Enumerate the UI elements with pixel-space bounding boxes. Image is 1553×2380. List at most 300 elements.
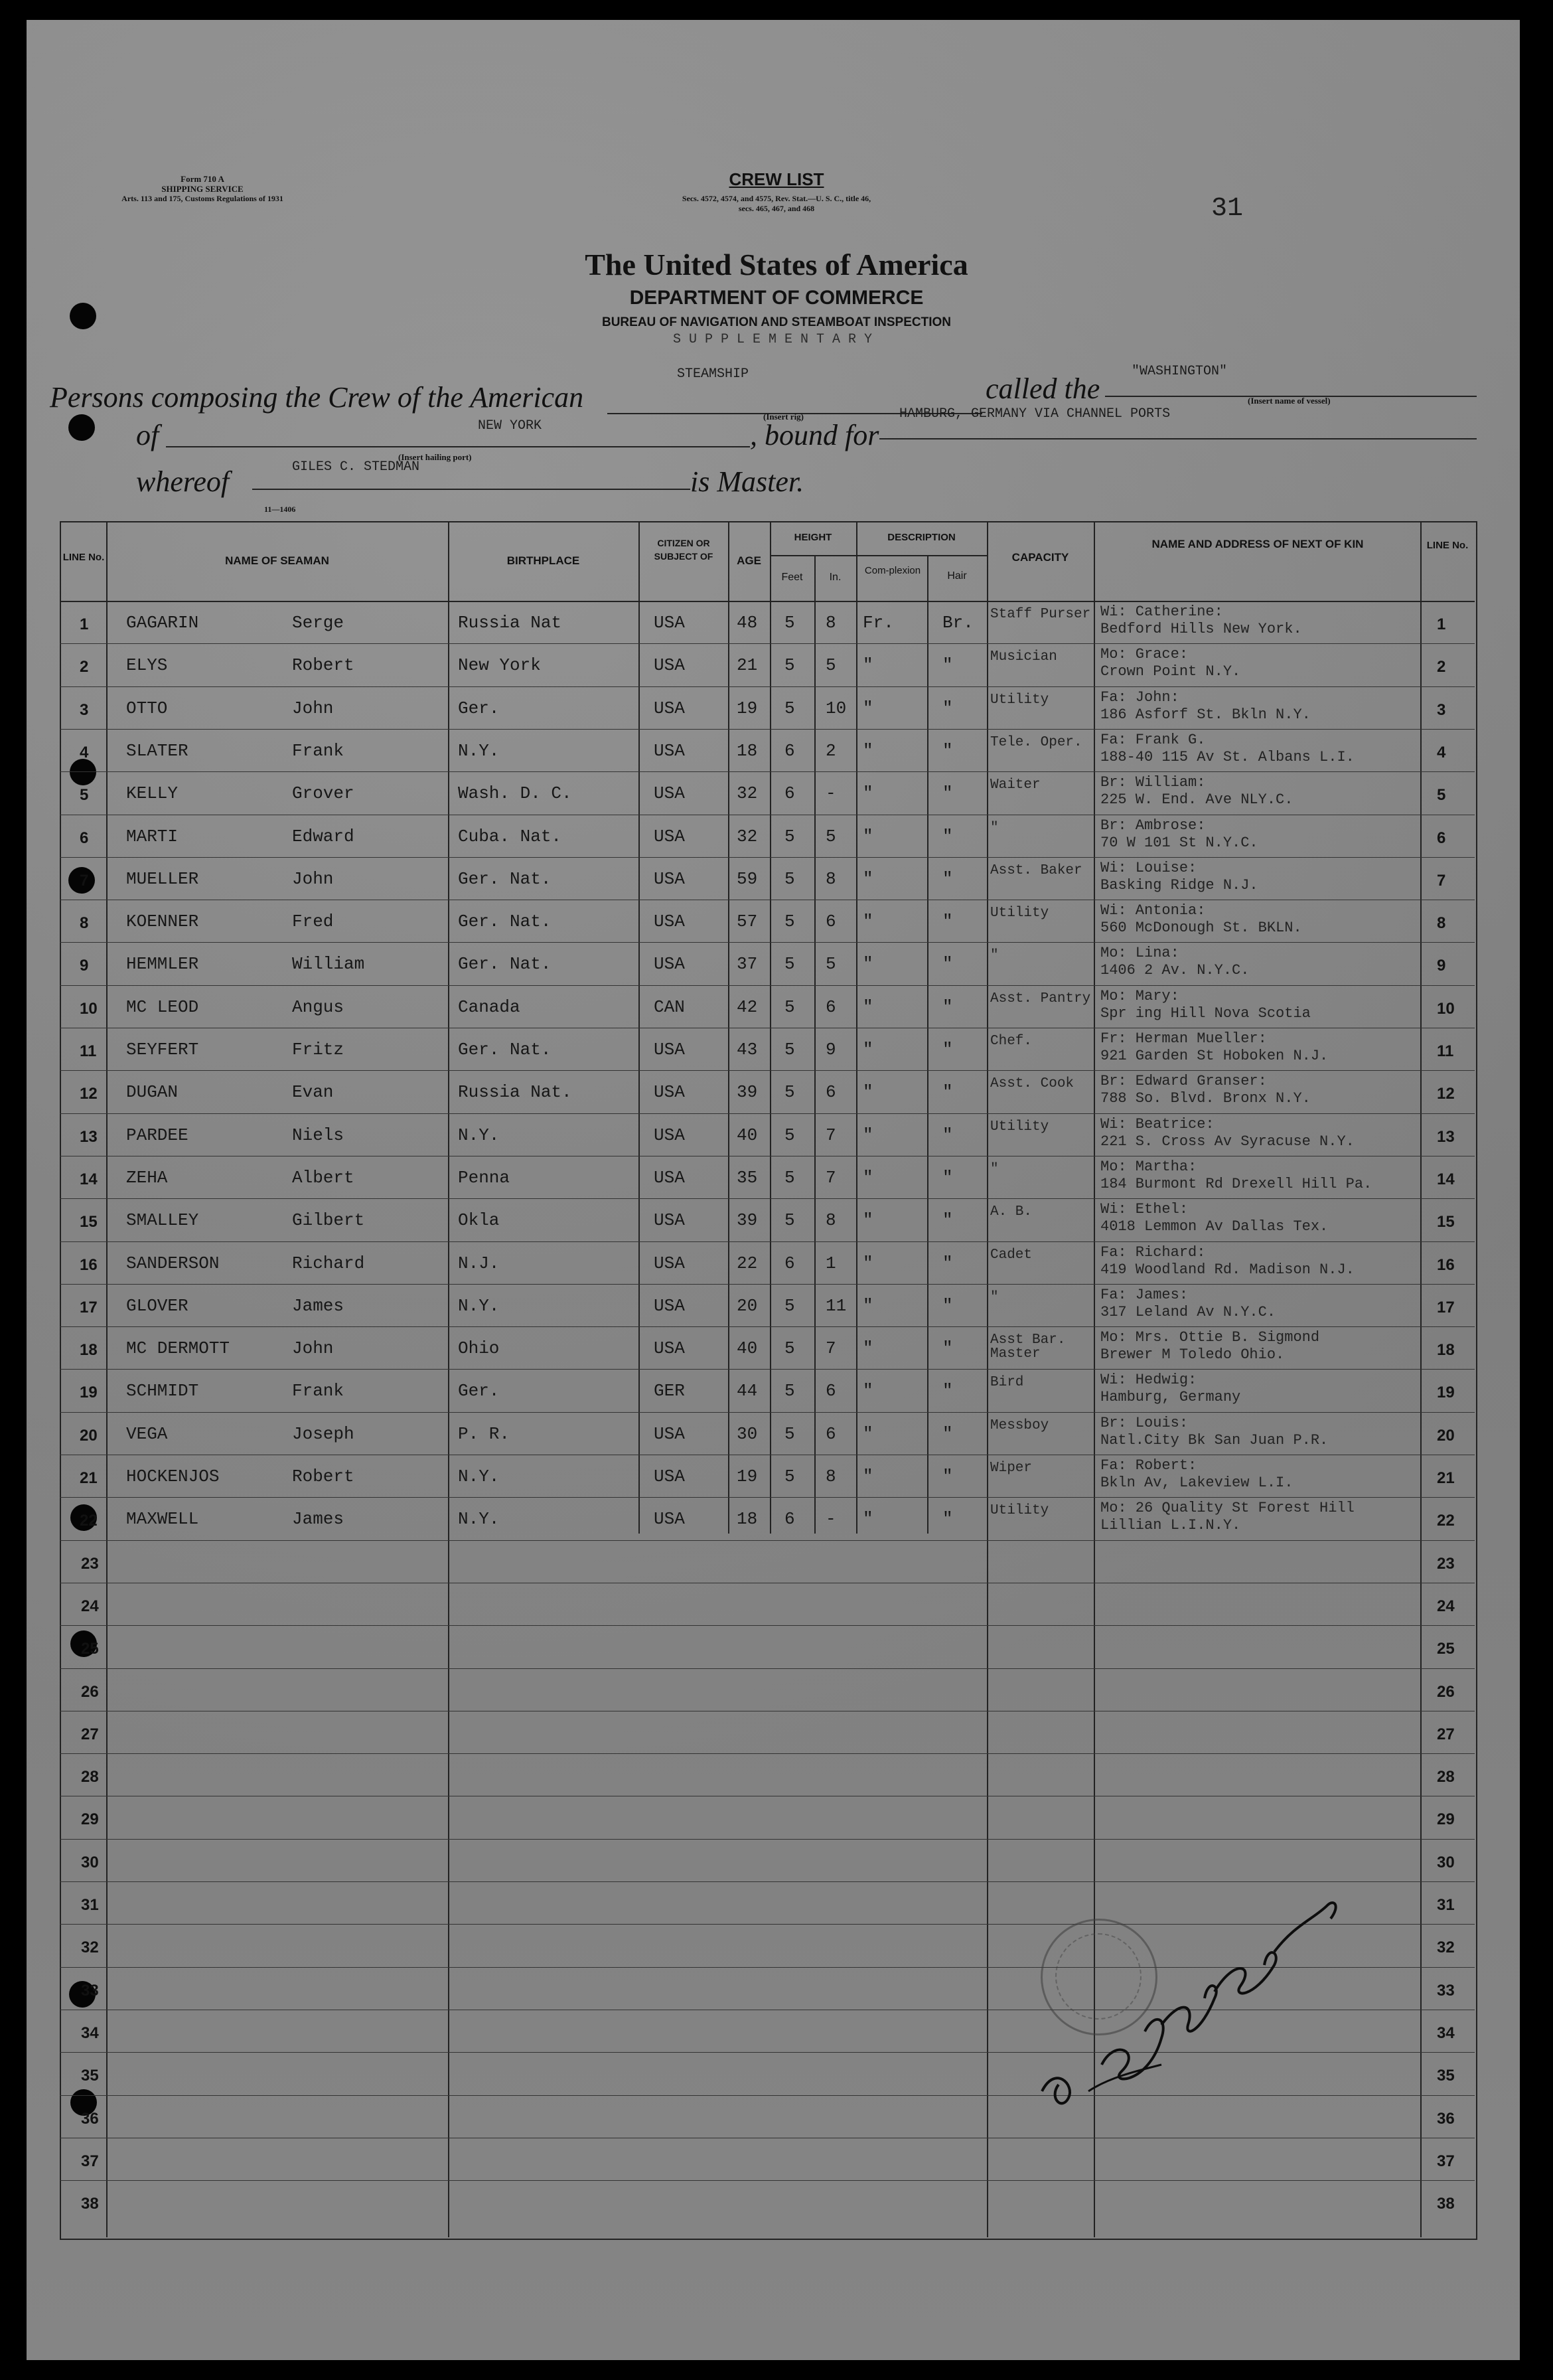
next-of-kin-address: 317 Leland Av N.Y.C. bbox=[1100, 1304, 1276, 1320]
citizenship: USA bbox=[654, 1467, 685, 1486]
handwritten-signature bbox=[1029, 1865, 1361, 2131]
hair: " bbox=[942, 783, 953, 803]
line-number-right: 20 bbox=[1437, 1427, 1455, 1445]
capacity: A. B. bbox=[990, 1204, 1033, 1220]
line-number-left: 15 bbox=[80, 1213, 98, 1231]
col-citizen: CITIZEN OR SUBJECT OF bbox=[654, 538, 713, 562]
complexion: " bbox=[863, 1424, 873, 1444]
height-inches: 6 bbox=[826, 997, 836, 1017]
capacity: Staff Purser bbox=[990, 607, 1091, 622]
seaman-surname: ELYS bbox=[126, 655, 168, 675]
row-divider bbox=[60, 1369, 1475, 1370]
line-number-left: 12 bbox=[80, 1085, 98, 1103]
complexion: " bbox=[863, 869, 873, 889]
col-divider bbox=[814, 555, 816, 1534]
birthplace: Ger. Nat. bbox=[458, 912, 552, 931]
next-of-kin-name: Mo: Grace: bbox=[1100, 646, 1189, 663]
citizenship: USA bbox=[654, 1125, 685, 1145]
vessel-hint: (Insert name of vessel) bbox=[1248, 396, 1331, 406]
line-number-right: 5 bbox=[1437, 786, 1446, 804]
seaman-surname: GAGARIN bbox=[126, 613, 199, 633]
seaman-surname: KOENNER bbox=[126, 912, 199, 931]
seaman-given-name: Albert bbox=[292, 1168, 354, 1188]
line-number-left: 27 bbox=[81, 1725, 99, 1743]
next-of-kin-name: Wi: Beatrice: bbox=[1100, 1116, 1215, 1133]
hair: " bbox=[942, 1082, 953, 1102]
capacity: Asst Bar. Master bbox=[990, 1332, 1066, 1362]
line-number-right: 15 bbox=[1437, 1213, 1455, 1231]
height-feet: 5 bbox=[784, 912, 795, 931]
line-number-left: 19 bbox=[80, 1384, 98, 1401]
col-age: AGE bbox=[737, 554, 761, 567]
height-inches: 10 bbox=[826, 698, 847, 718]
seaman-given-name: Niels bbox=[292, 1125, 344, 1145]
next-of-kin-address: Basking Ridge N.J. bbox=[1100, 877, 1258, 894]
next-of-kin-name: Mo: Mrs. Ottie B. Sigmond bbox=[1100, 1329, 1320, 1346]
birthplace: Russia Nat bbox=[458, 613, 562, 633]
line-number-left: 1 bbox=[80, 615, 89, 633]
seaman-surname: SCHMIDT bbox=[126, 1381, 199, 1401]
hair: " bbox=[942, 954, 953, 974]
seaman-given-name: Frank bbox=[292, 741, 344, 761]
citizenship: USA bbox=[654, 1168, 685, 1188]
capacity: Cadet bbox=[990, 1247, 1033, 1263]
line-number-left: 34 bbox=[81, 2024, 99, 2042]
height-inches: - bbox=[826, 783, 836, 803]
line-number-right: 35 bbox=[1437, 2067, 1455, 2085]
rig-hint: (Insert rig) bbox=[763, 412, 804, 422]
line-number-right: 27 bbox=[1437, 1725, 1455, 1743]
height-feet: 5 bbox=[784, 1210, 795, 1230]
next-of-kin-address: 221 S. Cross Av Syracuse N.Y. bbox=[1100, 1133, 1355, 1150]
header-divider bbox=[770, 555, 987, 556]
height-feet: 5 bbox=[784, 954, 795, 974]
age: 42 bbox=[737, 997, 758, 1017]
next-of-kin-address: 188-40 115 Av St. Albans L.I. bbox=[1100, 749, 1355, 765]
hair: " bbox=[942, 1509, 953, 1529]
form-service: SHIPPING SERVICE bbox=[161, 184, 244, 194]
hair: " bbox=[942, 1168, 953, 1188]
line-number-right: 14 bbox=[1437, 1170, 1455, 1188]
line-number-left: 35 bbox=[81, 2067, 99, 2085]
birthplace: Cuba. Nat. bbox=[458, 827, 562, 846]
height-feet: 6 bbox=[784, 783, 795, 803]
height-inches: 7 bbox=[826, 1338, 836, 1358]
hair: " bbox=[942, 1210, 953, 1230]
age: 18 bbox=[737, 741, 758, 761]
citizenship: USA bbox=[654, 1210, 685, 1230]
height-feet: 5 bbox=[784, 1082, 795, 1102]
vessel-rig: STEAMSHIP bbox=[677, 366, 749, 382]
birthplace: Canada bbox=[458, 997, 520, 1017]
age: 44 bbox=[737, 1381, 758, 1401]
seaman-given-name: Angus bbox=[292, 997, 344, 1017]
capacity: " bbox=[990, 821, 999, 836]
height-feet: 6 bbox=[784, 741, 795, 761]
line-number-left: 14 bbox=[80, 1170, 98, 1188]
complexion: " bbox=[863, 1210, 873, 1230]
birthplace: Ger. Nat. bbox=[458, 954, 552, 974]
height-feet: 5 bbox=[784, 1338, 795, 1358]
birthplace: N.Y. bbox=[458, 741, 500, 761]
agency-title: The United States of America bbox=[585, 248, 968, 281]
row-divider bbox=[60, 1497, 1475, 1498]
col-description: DESCRIPTION bbox=[887, 532, 956, 543]
birthplace: Ger. bbox=[458, 698, 500, 718]
next-of-kin-name: Wi: Antonia: bbox=[1100, 902, 1206, 919]
height-feet: 6 bbox=[784, 1509, 795, 1529]
capacity: Messboy bbox=[990, 1418, 1049, 1433]
complexion: " bbox=[863, 783, 873, 803]
line-number-right: 36 bbox=[1437, 2110, 1455, 2128]
citizenship: USA bbox=[654, 912, 685, 931]
line-number-right: 19 bbox=[1437, 1384, 1455, 1401]
row-divider bbox=[60, 1241, 1475, 1242]
citizenship: USA bbox=[654, 1509, 685, 1529]
capacity: Utility bbox=[990, 1503, 1049, 1518]
next-of-kin-address: Brewer M Toledo Ohio. bbox=[1100, 1346, 1285, 1363]
seaman-surname: SLATER bbox=[126, 741, 188, 761]
capacity: Utility bbox=[990, 1119, 1049, 1135]
row-divider bbox=[60, 942, 1475, 943]
height-inches: 5 bbox=[826, 954, 836, 974]
citizenship: USA bbox=[654, 827, 685, 846]
destination: HAMBURG, GERMANY VIA CHANNEL PORTS bbox=[899, 406, 1171, 422]
line-number-left: 24 bbox=[81, 1597, 99, 1615]
next-of-kin-address: 788 So. Blvd. Bronx N.Y. bbox=[1100, 1090, 1311, 1107]
row-divider bbox=[60, 1625, 1475, 1626]
hair: " bbox=[942, 1381, 953, 1401]
capacity: Utility bbox=[990, 906, 1049, 921]
of-label: of bbox=[136, 419, 159, 451]
col-divider bbox=[448, 521, 449, 2237]
birthplace: Wash. D. C. bbox=[458, 783, 572, 803]
height-feet: 5 bbox=[784, 1296, 795, 1316]
height-feet: 5 bbox=[784, 1467, 795, 1486]
next-of-kin-address: Bedford Hills New York. bbox=[1100, 621, 1302, 637]
col-kin: NAME AND ADDRESS OF NEXT OF KIN bbox=[1151, 538, 1364, 550]
line-number-right: 37 bbox=[1437, 2152, 1455, 2170]
next-of-kin-address: 225 W. End. Ave NLY.C. bbox=[1100, 791, 1294, 808]
line-number-left: 26 bbox=[81, 1683, 99, 1701]
seaman-surname: SMALLEY bbox=[126, 1210, 199, 1230]
next-of-kin-address: Bkln Av, Lakeview L.I. bbox=[1100, 1474, 1294, 1491]
capacity: Bird bbox=[990, 1375, 1024, 1390]
line-number-left: 18 bbox=[80, 1341, 98, 1359]
height-inches: 7 bbox=[826, 1125, 836, 1145]
line-number-left: 33 bbox=[81, 1982, 99, 2000]
complexion: " bbox=[863, 1082, 873, 1102]
col-divider bbox=[106, 521, 108, 2237]
hair: " bbox=[942, 1424, 953, 1444]
bureau-title: BUREAU OF NAVIGATION AND STEAMBOAT INSPECTION bbox=[601, 315, 952, 329]
height-inches: - bbox=[826, 1509, 836, 1529]
capacity: Asst. Cook bbox=[990, 1076, 1074, 1091]
col-inches: In. bbox=[829, 572, 842, 583]
birthplace: Penna bbox=[458, 1168, 510, 1188]
row-divider bbox=[60, 1284, 1475, 1285]
hailing-port: NEW YORK bbox=[478, 418, 542, 434]
capacity: " bbox=[990, 948, 999, 963]
seaman-surname: HEMMLER bbox=[126, 954, 199, 974]
next-of-kin-address: Natl.City Bk San Juan P.R. bbox=[1100, 1432, 1329, 1449]
complexion: " bbox=[863, 997, 873, 1017]
port-hint: (Insert hailing port) bbox=[398, 452, 472, 462]
line-number-left: 23 bbox=[81, 1555, 99, 1573]
line-number-right: 2 bbox=[1437, 658, 1446, 676]
next-of-kin-name: Mo: Martha: bbox=[1100, 1158, 1197, 1175]
complexion: " bbox=[863, 741, 873, 761]
next-of-kin-name: Mo: Lina: bbox=[1100, 945, 1179, 961]
col-name: NAME OF SEAMAN bbox=[225, 554, 329, 567]
line-number-right: 22 bbox=[1437, 1512, 1455, 1530]
height-feet: 5 bbox=[784, 1168, 795, 1188]
capacity: Asst. Baker bbox=[990, 863, 1082, 878]
seaman-given-name: Serge bbox=[292, 613, 344, 633]
seaman-surname: MAXWELL bbox=[126, 1509, 199, 1529]
age: 30 bbox=[737, 1424, 758, 1444]
seaman-given-name: John bbox=[292, 698, 334, 718]
height-inches: 6 bbox=[826, 912, 836, 931]
seaman-surname: MARTI bbox=[126, 827, 179, 846]
line-number-right: 38 bbox=[1437, 2195, 1455, 2213]
row-divider bbox=[60, 686, 1475, 687]
height-feet: 5 bbox=[784, 698, 795, 718]
hair: " bbox=[942, 1125, 953, 1145]
col-capacity: CAPACITY bbox=[1011, 551, 1069, 564]
seaman-surname: VEGA bbox=[126, 1424, 168, 1444]
next-of-kin-name: Mo: Mary: bbox=[1100, 988, 1179, 1004]
form-arts: Arts. 113 and 175, Customs Regulations of 1931 bbox=[121, 194, 283, 203]
capacity: " bbox=[990, 1290, 999, 1305]
whereof-label: whereof bbox=[136, 465, 230, 498]
hair: " bbox=[942, 869, 953, 889]
line-number-right: 31 bbox=[1437, 1896, 1455, 1914]
form-title: CREW LIST bbox=[729, 169, 824, 189]
height-inches: 6 bbox=[826, 1424, 836, 1444]
citizenship: USA bbox=[654, 869, 685, 889]
next-of-kin-address: 921 Garden St Hoboken N.J. bbox=[1100, 1048, 1329, 1064]
citizenship: USA bbox=[654, 613, 685, 633]
seaman-surname: PARDEE bbox=[126, 1125, 188, 1145]
line-number-right: 25 bbox=[1437, 1640, 1455, 1658]
seaman-surname: KELLY bbox=[126, 783, 179, 803]
next-of-kin-address: Lillian L.I.N.Y. bbox=[1100, 1517, 1241, 1534]
height-feet: 5 bbox=[784, 827, 795, 846]
height-inches: 6 bbox=[826, 1381, 836, 1401]
age: 40 bbox=[737, 1338, 758, 1358]
citizenship: USA bbox=[654, 954, 685, 974]
col-divider bbox=[987, 521, 988, 2237]
next-of-kin-name: Mo: 26 Quality St Forest Hill bbox=[1100, 1500, 1355, 1516]
line-number-right: 16 bbox=[1437, 1256, 1455, 1274]
birthplace: N.Y. bbox=[458, 1509, 500, 1529]
col-feet: Feet bbox=[781, 572, 803, 583]
line-number-right: 29 bbox=[1437, 1810, 1455, 1828]
complexion: " bbox=[863, 1296, 873, 1316]
hair: " bbox=[942, 997, 953, 1017]
height-inches: 11 bbox=[826, 1296, 847, 1316]
citizenship: USA bbox=[654, 1296, 685, 1316]
line-number-right: 8 bbox=[1437, 914, 1446, 932]
capacity: Waiter bbox=[990, 777, 1041, 793]
row-divider bbox=[60, 985, 1475, 986]
capacity: Tele. Oper. bbox=[990, 735, 1082, 750]
line-number-left: 38 bbox=[81, 2195, 99, 2213]
age: 40 bbox=[737, 1125, 758, 1145]
next-of-kin-name: Wi: Ethel: bbox=[1100, 1201, 1189, 1218]
age: 20 bbox=[737, 1296, 758, 1316]
seaman-given-name: Robert bbox=[292, 655, 354, 675]
capacity: Chef. bbox=[990, 1034, 1033, 1049]
seaman-surname: SEYFERT bbox=[126, 1040, 199, 1060]
hair: " bbox=[942, 655, 953, 675]
complexion: " bbox=[863, 1467, 873, 1486]
citizenship: USA bbox=[654, 1253, 685, 1273]
line-number-left: 25 bbox=[81, 1640, 99, 1658]
col-hair: Hair bbox=[947, 570, 967, 582]
birthplace: New York bbox=[458, 655, 541, 675]
line-number-left: 7 bbox=[80, 872, 89, 890]
line-number-right: 34 bbox=[1437, 2024, 1455, 2042]
line-number-left: 3 bbox=[80, 701, 89, 719]
col-line-no-right: LINE No. bbox=[1426, 540, 1469, 551]
col-divider bbox=[927, 555, 928, 1534]
line-number-left: 9 bbox=[80, 957, 89, 975]
col-complexion: Com-plexion bbox=[864, 565, 921, 576]
master-underline bbox=[252, 489, 690, 490]
line-number-left: 22 bbox=[80, 1512, 98, 1530]
citizenship: USA bbox=[654, 1424, 685, 1444]
age: 19 bbox=[737, 1467, 758, 1486]
line-number-left: 13 bbox=[80, 1128, 98, 1146]
seaman-given-name: Grover bbox=[292, 783, 354, 803]
master-suffix: is Master. bbox=[690, 465, 804, 498]
seaman-given-name: Richard bbox=[292, 1253, 365, 1273]
birthplace: Ger. Nat. bbox=[458, 869, 552, 889]
line-number-right: 1 bbox=[1437, 615, 1446, 633]
age: 43 bbox=[737, 1040, 758, 1060]
complexion: " bbox=[863, 1168, 873, 1188]
line-number-left: 2 bbox=[80, 658, 89, 676]
age: 35 bbox=[737, 1168, 758, 1188]
capacity: " bbox=[990, 1162, 999, 1177]
next-of-kin-address: 186 Asforf St. Bkln N.Y. bbox=[1100, 706, 1311, 723]
row-divider bbox=[60, 1753, 1475, 1754]
age: 37 bbox=[737, 954, 758, 974]
seaman-surname: HOCKENJOS bbox=[126, 1467, 220, 1486]
hair: " bbox=[942, 741, 953, 761]
citizenship: USA bbox=[654, 1338, 685, 1358]
complexion: " bbox=[863, 1040, 873, 1060]
height-inches: 8 bbox=[826, 613, 836, 633]
age: 57 bbox=[737, 912, 758, 931]
col-height: HEIGHT bbox=[794, 532, 832, 543]
next-of-kin-name: Fa: John: bbox=[1100, 689, 1179, 706]
complexion: " bbox=[863, 827, 873, 846]
line-number-right: 33 bbox=[1437, 1982, 1455, 2000]
line-number-left: 21 bbox=[80, 1469, 98, 1487]
row-divider bbox=[60, 1412, 1475, 1413]
form-sections-2: secs. 465, 467, and 468 bbox=[738, 204, 815, 213]
next-of-kin-name: Fr: Herman Mueller: bbox=[1100, 1030, 1267, 1047]
row-divider bbox=[60, 2180, 1475, 2181]
height-feet: 6 bbox=[784, 1253, 795, 1273]
next-of-kin-name: Fa: Richard: bbox=[1100, 1244, 1206, 1261]
next-of-kin-name: Br: Ambrose: bbox=[1100, 817, 1206, 834]
height-inches: 6 bbox=[826, 1082, 836, 1102]
line-number-left: 37 bbox=[81, 2152, 99, 2170]
citizenship: GER bbox=[654, 1381, 685, 1401]
birthplace: Ger. bbox=[458, 1381, 500, 1401]
next-of-kin-address: Hamburg, Germany bbox=[1100, 1389, 1241, 1405]
citizenship: USA bbox=[654, 1040, 685, 1060]
seaman-surname: MC LEOD bbox=[126, 997, 199, 1017]
next-of-kin-name: Wi: Hedwig: bbox=[1100, 1372, 1197, 1388]
row-divider bbox=[60, 1540, 1475, 1541]
next-of-kin-address: Crown Point N.Y. bbox=[1100, 663, 1241, 680]
age: 32 bbox=[737, 783, 758, 803]
complexion: " bbox=[863, 698, 873, 718]
height-feet: 5 bbox=[784, 869, 795, 889]
line-number-right: 23 bbox=[1437, 1555, 1455, 1573]
row-divider bbox=[60, 1113, 1475, 1114]
citizenship: USA bbox=[654, 741, 685, 761]
age: 39 bbox=[737, 1210, 758, 1230]
line-number-right: 7 bbox=[1437, 872, 1446, 890]
row-divider bbox=[60, 771, 1475, 772]
seaman-given-name: Fred bbox=[292, 912, 334, 931]
line-number-left: 31 bbox=[81, 1896, 99, 1914]
birthplace: Okla bbox=[458, 1210, 500, 1230]
birthplace: N.Y. bbox=[458, 1296, 500, 1316]
hair: " bbox=[942, 1467, 953, 1486]
age: 22 bbox=[737, 1253, 758, 1273]
line-number-right: 6 bbox=[1437, 829, 1446, 847]
header-bottom bbox=[60, 601, 1475, 602]
line-number-right: 17 bbox=[1437, 1299, 1455, 1316]
height-inches: 8 bbox=[826, 869, 836, 889]
line-number-left: 29 bbox=[81, 1810, 99, 1828]
complexion: " bbox=[863, 954, 873, 974]
age: 39 bbox=[737, 1082, 758, 1102]
line-number-right: 30 bbox=[1437, 1854, 1455, 1871]
punch-hole bbox=[68, 414, 95, 441]
next-of-kin-name: Br: Louis: bbox=[1100, 1415, 1189, 1431]
citizenship: USA bbox=[654, 1082, 685, 1102]
col-birthplace: BIRTHPLACE bbox=[506, 554, 580, 567]
height-feet: 5 bbox=[784, 613, 795, 633]
row-divider bbox=[60, 1326, 1475, 1327]
crew-header-line1: Persons composing the Crew of the American bbox=[50, 381, 584, 414]
height-feet: 5 bbox=[784, 655, 795, 675]
birthplace: Ohio bbox=[458, 1338, 500, 1358]
next-of-kin-name: Fa: Frank G. bbox=[1100, 732, 1206, 748]
next-of-kin-name: Fa: Robert: bbox=[1100, 1457, 1197, 1474]
hair: " bbox=[942, 827, 953, 846]
row-divider bbox=[60, 729, 1475, 730]
age: 59 bbox=[737, 869, 758, 889]
next-of-kin-name: Wi: Louise: bbox=[1100, 860, 1197, 876]
row-divider bbox=[60, 1198, 1475, 1199]
master-name: GILES C. STEDMAN bbox=[292, 459, 420, 475]
height-inches: 2 bbox=[826, 741, 836, 761]
line-number-left: 17 bbox=[80, 1299, 98, 1316]
col-divider bbox=[1420, 521, 1422, 2237]
complexion: " bbox=[863, 1338, 873, 1358]
line-number-right: 28 bbox=[1437, 1768, 1455, 1786]
birthplace: Ger. Nat. bbox=[458, 1040, 552, 1060]
